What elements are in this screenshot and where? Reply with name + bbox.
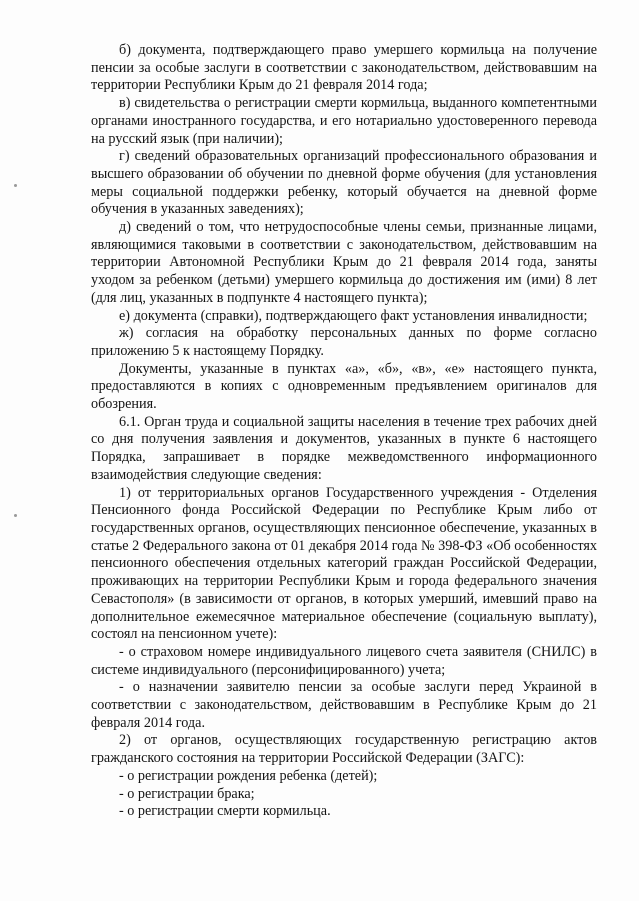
list-item-death-registration: - о регистрации смерти кормильца. bbox=[119, 803, 331, 820]
list-item-marriage-registration: - о регистрации брака; bbox=[119, 785, 255, 802]
paragraph-documents-note: Документы, указанные в пунктах «а», «б», «в», «е» настоящего пункта, предоставляются в копиях с одновременным предъявлением оригиналов для обозрения. bbox=[91, 360, 597, 413]
paragraph-v: в) свидетельства о регистрации смерти кормильца, выданного компетентными органами иностранного государства, и его нотариально удостоверенного перевода на русский язык (при наличии); bbox=[91, 95, 597, 147]
scan-speck bbox=[14, 514, 17, 517]
document-body bbox=[91, 42, 597, 821]
paragraph-zh: ж) согласия на обработку персональных данных по форме согласно приложению 5 к настоящему Порядку. bbox=[91, 325, 597, 359]
paragraph-6-1-item-1: 1) от территориальных органов Государственного учреждения - Отделения Пенсионного фонда Российской Федерации по Республике Крым либо от государственных органов, осуществляющих пенсионное обеспечение, указанных в статье 2 Федерального закона от 01 декабря 2014 года № 398-ФЗ «Об особенностях пенсионного обеспечения отдельных категорий граждан Российской Федерации, проживающих на территории Республики Крым и города федерального значения Севастополя» (в зависимости от органов, в которых умерший, имевший право на дополнительное ежемесячное материальное обеспечение (социальную выплату), состоял на пенсионном учете): bbox=[91, 484, 597, 643]
paragraph-6-1-item-2: 2) от органов, осуществляющих государственную регистрацию актов гражданского состояния на территории Российской Федерации (ЗАГС): bbox=[91, 732, 597, 767]
list-item-snils: - о страховом номере индивидуального лицевого счета заявителя (СНИЛС) в системе индивидуального (персонифицированного) учета; bbox=[91, 643, 597, 678]
paragraph-d: д) сведений о том, что нетрудоспособные члены семьи, признанные лицами, являющимися таковыми в соответствии с законодательством, действовавшим на территории Автономной Республики Крым до 21 февраля 2014 года, заняты уходом за ребенком (детьми) умершего кормильца до достижения им (ими) 8 лет (для лиц, указанных в подпункте 4 настоящего пункта); bbox=[91, 219, 597, 306]
paragraph-b: б) документа, подтверждающего право умершего кормильца на получение пенсии за особые заслуги в соответствии с законодательством, действовавшим на территории Республики Крым до 21 февраля 2014 года; bbox=[91, 42, 597, 94]
list-item-pension-merit: - о назначении заявителю пенсии за особые заслуги перед Украиной в соответствии с законодательством, действовавшим в Республике Крым до 21 февраля 2014 года. bbox=[91, 679, 597, 731]
scan-speck bbox=[14, 184, 17, 187]
paragraph-e: е) документа (справки), подтверждающего факт установления инвалидности; bbox=[119, 307, 588, 324]
paragraph-g: г) сведений образовательных организаций профессионального образования и высшего образовании об обучении по дневной форме обучения (для установления меры социальной поддержки ребенку, который обучается на дневной форме обучения в указанных заведениях); bbox=[91, 148, 597, 218]
list-item-birth-registration: - о регистрации рождения ребенка (детей); bbox=[119, 767, 378, 784]
paragraph-6-1: 6.1. Орган труда и социальной защиты населения в течение трех рабочих дней со дня получения заявления и документов, указанных в пункте 6 настоящего Порядка, запрашивает в порядке межведомственного информационного взаимодействия следующие сведения: bbox=[91, 413, 597, 483]
